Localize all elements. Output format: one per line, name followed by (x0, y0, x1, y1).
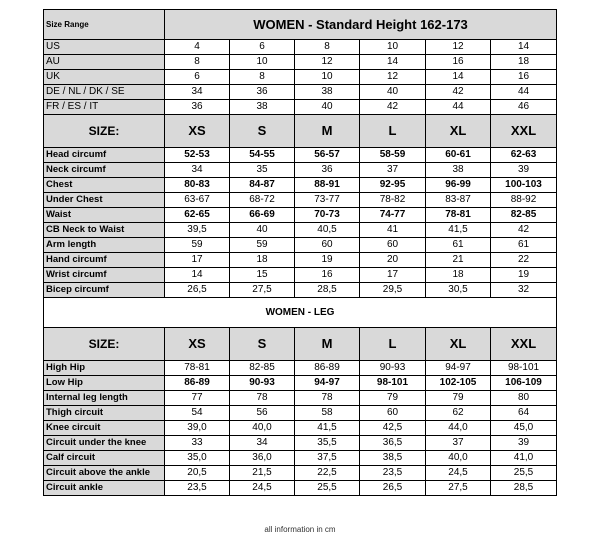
row-value: 73-77 (295, 193, 360, 208)
table-row (44, 283, 557, 298)
row-value: 94-97 (295, 376, 360, 391)
row-value: 18 (491, 55, 557, 70)
row-value: 82-85 (491, 208, 557, 223)
row-value: 16 (295, 268, 360, 283)
table-row (44, 100, 557, 115)
table-row (44, 148, 557, 163)
row-value: 37 (426, 436, 491, 451)
row-label: US (44, 40, 165, 55)
row-label: UK (44, 70, 165, 85)
row-value: 106-109 (491, 376, 557, 391)
row-value: 39,0 (165, 421, 230, 436)
row-value: 36,0 (230, 451, 295, 466)
row-value: 10 (360, 40, 426, 55)
row-value: 40,0 (426, 451, 491, 466)
row-label: Knee circuit (44, 421, 165, 436)
footer-note: all information in cm (264, 525, 336, 534)
size-cell: S (230, 115, 295, 148)
row-value: 94-97 (426, 361, 491, 376)
row-value: 52-53 (165, 148, 230, 163)
row-value: 62 (426, 406, 491, 421)
row-value: 88-91 (295, 178, 360, 193)
table-row (44, 85, 557, 100)
row-label: High Hip (44, 361, 165, 376)
row-value: 60 (360, 406, 426, 421)
row-value: 8 (165, 55, 230, 70)
row-value: 79 (360, 391, 426, 406)
row-value: 38 (230, 100, 295, 115)
row-value: 66-69 (230, 208, 295, 223)
row-value: 68-72 (230, 193, 295, 208)
table-row (44, 451, 557, 466)
row-label: Circuit under the knee (44, 436, 165, 451)
row-value: 41,5 (295, 421, 360, 436)
row-value: 39,5 (165, 223, 230, 238)
row-value: 39 (491, 436, 557, 451)
row-value: 42 (360, 100, 426, 115)
row-label: Wrist circumf (44, 268, 165, 283)
row-value: 28,5 (295, 283, 360, 298)
row-value: 70-73 (295, 208, 360, 223)
row-value: 54 (165, 406, 230, 421)
row-value: 80 (491, 391, 557, 406)
row-value: 98-101 (360, 376, 426, 391)
row-value: 102-105 (426, 376, 491, 391)
row-value: 37 (360, 163, 426, 178)
size-cell: S (230, 328, 295, 361)
row-value: 38,5 (360, 451, 426, 466)
leg-section-title: WOMEN - LEG (44, 298, 557, 328)
row-value: 36 (165, 100, 230, 115)
row-value: 29,5 (360, 283, 426, 298)
row-value: 37,5 (295, 451, 360, 466)
row-value: 27,5 (426, 481, 491, 496)
row-value: 21,5 (230, 466, 295, 481)
row-value: 59 (165, 238, 230, 253)
size-cell: XL (426, 115, 491, 148)
table-row (44, 421, 557, 436)
leg-section-row (44, 298, 557, 328)
row-value: 80-83 (165, 178, 230, 193)
row-label: Neck circumf (44, 163, 165, 178)
row-value: 78-82 (360, 193, 426, 208)
row-label: CB Neck to Waist (44, 223, 165, 238)
row-value: 78-81 (426, 208, 491, 223)
row-value: 58 (295, 406, 360, 421)
table-row (44, 361, 557, 376)
size-header-row (44, 328, 557, 361)
row-value: 83-87 (426, 193, 491, 208)
table-row (44, 208, 557, 223)
row-value: 40,5 (295, 223, 360, 238)
table-row (44, 40, 557, 55)
row-value: 23,5 (165, 481, 230, 496)
row-value: 56 (230, 406, 295, 421)
table-row (44, 193, 557, 208)
row-value: 21 (426, 253, 491, 268)
row-value: 44 (426, 100, 491, 115)
size-label: SIZE: (44, 328, 165, 361)
row-value: 59 (230, 238, 295, 253)
row-value: 41,5 (426, 223, 491, 238)
row-value: 60 (360, 238, 426, 253)
row-value: 22,5 (295, 466, 360, 481)
row-value: 6 (165, 70, 230, 85)
row-value: 27,5 (230, 283, 295, 298)
row-value: 44,0 (426, 421, 491, 436)
size-label: SIZE: (44, 115, 165, 148)
row-value: 62-63 (491, 148, 557, 163)
row-value: 38 (295, 85, 360, 100)
row-label: Circuit ankle (44, 481, 165, 496)
row-value: 42 (426, 85, 491, 100)
row-label: Waist (44, 208, 165, 223)
row-value: 79 (426, 391, 491, 406)
row-value: 14 (491, 40, 557, 55)
size-chart-table (43, 9, 557, 496)
row-value: 78 (230, 391, 295, 406)
table-row (44, 55, 557, 70)
row-value: 63-67 (165, 193, 230, 208)
row-value: 19 (295, 253, 360, 268)
table-row (44, 238, 557, 253)
row-value: 12 (360, 70, 426, 85)
row-value: 44 (491, 85, 557, 100)
row-value: 30,5 (426, 283, 491, 298)
row-value: 60-61 (426, 148, 491, 163)
row-value: 20,5 (165, 466, 230, 481)
row-value: 40,0 (230, 421, 295, 436)
row-value: 25,5 (295, 481, 360, 496)
row-value: 17 (360, 268, 426, 283)
table-row (44, 391, 557, 406)
table-row (44, 223, 557, 238)
row-value: 35,5 (295, 436, 360, 451)
table-row (44, 406, 557, 421)
table-row (44, 268, 557, 283)
row-label: Head circumf (44, 148, 165, 163)
row-value: 12 (426, 40, 491, 55)
row-label: Bicep circumf (44, 283, 165, 298)
table-row (44, 178, 557, 193)
row-value: 38 (426, 163, 491, 178)
row-value: 24,5 (230, 481, 295, 496)
row-value: 90-93 (230, 376, 295, 391)
row-value: 45,0 (491, 421, 557, 436)
row-label: FR / ES / IT (44, 100, 165, 115)
size-cell: M (295, 115, 360, 148)
row-value: 62-65 (165, 208, 230, 223)
row-value: 6 (230, 40, 295, 55)
row-value: 32 (491, 283, 557, 298)
row-label: Low Hip (44, 376, 165, 391)
row-label: Chest (44, 178, 165, 193)
row-value: 20 (360, 253, 426, 268)
row-value: 14 (426, 70, 491, 85)
table-row (44, 436, 557, 451)
row-value: 61 (491, 238, 557, 253)
row-value: 16 (491, 70, 557, 85)
row-value: 82-85 (230, 361, 295, 376)
size-cell: XXL (491, 328, 557, 361)
row-value: 4 (165, 40, 230, 55)
table-row (44, 481, 557, 496)
row-label: Circuit above the ankle (44, 466, 165, 481)
row-value: 15 (230, 268, 295, 283)
row-value: 16 (426, 55, 491, 70)
row-value: 42,5 (360, 421, 426, 436)
row-value: 19 (491, 268, 557, 283)
row-label: Thigh circuit (44, 406, 165, 421)
row-label: Internal leg length (44, 391, 165, 406)
size-cell: XS (165, 115, 230, 148)
row-value: 10 (230, 55, 295, 70)
row-value: 36,5 (360, 436, 426, 451)
row-value: 77 (165, 391, 230, 406)
row-value: 34 (165, 163, 230, 178)
row-label: Arm length (44, 238, 165, 253)
row-label: Calf circuit (44, 451, 165, 466)
row-value: 98-101 (491, 361, 557, 376)
size-cell: L (360, 328, 426, 361)
row-value: 22 (491, 253, 557, 268)
row-value: 14 (165, 268, 230, 283)
size-cell: XXL (491, 115, 557, 148)
row-value: 10 (295, 70, 360, 85)
row-value: 42 (491, 223, 557, 238)
table-row (44, 163, 557, 178)
row-value: 23,5 (360, 466, 426, 481)
row-value: 78 (295, 391, 360, 406)
row-value: 54-55 (230, 148, 295, 163)
size-cell: L (360, 115, 426, 148)
row-value: 90-93 (360, 361, 426, 376)
size-cell: M (295, 328, 360, 361)
row-value: 34 (230, 436, 295, 451)
table-row (44, 466, 557, 481)
row-value: 40 (230, 223, 295, 238)
row-value: 61 (426, 238, 491, 253)
row-value: 88-92 (491, 193, 557, 208)
row-value: 60 (295, 238, 360, 253)
row-value: 8 (295, 40, 360, 55)
size-cell: XS (165, 328, 230, 361)
row-value: 40 (360, 85, 426, 100)
row-value: 26,5 (360, 481, 426, 496)
row-value: 33 (165, 436, 230, 451)
row-value: 92-95 (360, 178, 426, 193)
row-value: 86-89 (165, 376, 230, 391)
row-value: 39 (491, 163, 557, 178)
row-value: 24,5 (426, 466, 491, 481)
row-value: 18 (230, 253, 295, 268)
row-value: 35 (230, 163, 295, 178)
row-value: 34 (165, 85, 230, 100)
row-value: 36 (230, 85, 295, 100)
row-value: 86-89 (295, 361, 360, 376)
size-cell: XL (426, 328, 491, 361)
row-label: AU (44, 55, 165, 70)
row-value: 8 (230, 70, 295, 85)
row-value: 12 (295, 55, 360, 70)
table-row (44, 253, 557, 268)
row-value: 96-99 (426, 178, 491, 193)
row-value: 64 (491, 406, 557, 421)
size-header-row (44, 115, 557, 148)
size-range-label: Size Range (44, 10, 165, 40)
row-value: 41 (360, 223, 426, 238)
row-value: 74-77 (360, 208, 426, 223)
row-value: 35,0 (165, 451, 230, 466)
header-row (44, 10, 557, 40)
row-value: 26,5 (165, 283, 230, 298)
row-value: 58-59 (360, 148, 426, 163)
row-value: 14 (360, 55, 426, 70)
row-value: 41,0 (491, 451, 557, 466)
row-value: 46 (491, 100, 557, 115)
row-value: 25,5 (491, 466, 557, 481)
row-value: 17 (165, 253, 230, 268)
row-value: 36 (295, 163, 360, 178)
row-value: 40 (295, 100, 360, 115)
row-label: DE / NL / DK / SE (44, 85, 165, 100)
row-value: 28,5 (491, 481, 557, 496)
row-label: Under Chest (44, 193, 165, 208)
row-value: 100-103 (491, 178, 557, 193)
row-value: 18 (426, 268, 491, 283)
chart-title: WOMEN - Standard Height 162-173 (165, 10, 557, 40)
row-value: 56-57 (295, 148, 360, 163)
table-row (44, 70, 557, 85)
table-row (44, 376, 557, 391)
row-label: Hand circumf (44, 253, 165, 268)
row-value: 78-81 (165, 361, 230, 376)
row-value: 84-87 (230, 178, 295, 193)
